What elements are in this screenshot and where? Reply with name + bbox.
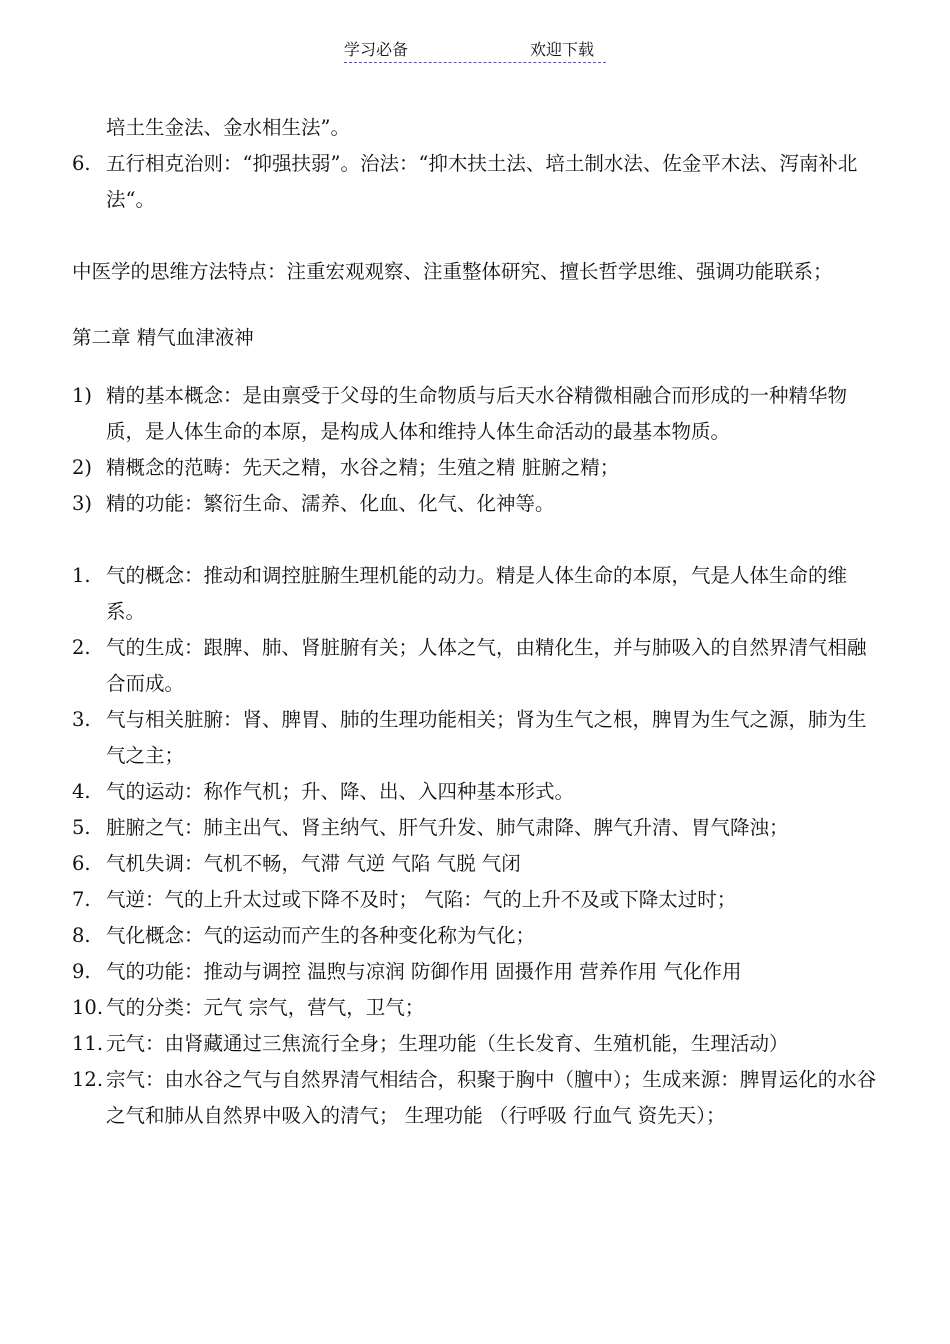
list-item-text: 气与相关脏腑：肾、脾胃、肺的生理功能相关；肾为生气之根，脾胃为生气之源，肺为生气之主； bbox=[106, 708, 867, 767]
list-item-number: 2. bbox=[72, 636, 91, 659]
list-item bbox=[72, 918, 882, 954]
list-item-number: 12. bbox=[72, 1068, 104, 1091]
jing-list bbox=[72, 378, 882, 522]
list-item bbox=[72, 810, 882, 846]
list-item-text: 精的基本概念：是由禀受于父母的生命物质与后天水谷精微相融合而形成的一种精华物质，是人体生命的本原，是构成人体和维持人体生命活动的最基本物质。 bbox=[106, 384, 848, 443]
list-item-number: 11. bbox=[72, 1032, 104, 1055]
list-item-text: 精概念的范畴：先天之精，水谷之精；生殖之精 脏腑之精； bbox=[106, 456, 620, 479]
list-item-number: 10. bbox=[72, 996, 104, 1019]
page-header bbox=[344, 38, 606, 63]
list-item bbox=[72, 146, 882, 218]
list-item-text: 气的运动：称作气机；升、降、出、入四种基本形式。 bbox=[106, 780, 575, 803]
list-item-text: 气的概念：推动和调控脏腑生理机能的动力。精是人体生命的本原，气是人体生命的维系。 bbox=[106, 564, 848, 623]
list-item bbox=[72, 486, 882, 522]
qi-list bbox=[72, 558, 882, 1134]
list-item-text: 气化概念：气的运动而产生的各种变化称为气化； bbox=[106, 924, 536, 947]
list-item-text: 精的功能：繁衍生命、濡养、化血、化气、化神等。 bbox=[106, 492, 555, 515]
list-item bbox=[72, 450, 882, 486]
list-item-number: 4. bbox=[72, 780, 91, 803]
list-item-number: 5. bbox=[72, 816, 91, 839]
list-item-text: 五行相克治则：“抑强扶弱”。治法：“抑木扶土法、培土制水法、佐金平木法、泻南补北法“。 bbox=[106, 152, 858, 211]
thinking-paragraph: 中医学的思维方法特点：注重宏观观察、注重整体研究、擅长哲学思维、强调功能联系； bbox=[72, 260, 833, 283]
list-item-number: 1. bbox=[72, 564, 91, 587]
list-item-text: 气的生成：跟脾、肺、肾脏腑有关；人体之气，由精化生，并与肺吸入的自然界清气相融合而成。 bbox=[106, 636, 867, 695]
list-item bbox=[72, 774, 882, 810]
list-item-number: 8. bbox=[72, 924, 91, 947]
list-item bbox=[72, 558, 882, 630]
list-item bbox=[72, 954, 882, 990]
list-item-number: 9. bbox=[72, 960, 91, 983]
list-item-number: 3) bbox=[72, 492, 93, 515]
list-item-text: 宗气：由水谷之气与自然界清气相结合，积聚于胸中（膻中）；生成来源：脾胃运化的水谷之气和肺从自然界中吸入的清气； 生理功能 （行呼吸 行血气 资先天）； bbox=[106, 1068, 877, 1127]
list-item bbox=[72, 702, 882, 774]
list-item bbox=[72, 1026, 882, 1062]
list-item-text: 脏腑之气：肺主出气、肾主纳气、肝气升发、肺气肃降、脾气升清、胃气降浊； bbox=[106, 816, 789, 839]
list-item-text: 气机失调：气机不畅，气滞 气逆 气陷 气脱 气闭 bbox=[106, 852, 521, 875]
list-item bbox=[72, 378, 882, 450]
header-left-text: 学习必备 bbox=[344, 40, 409, 59]
list-item-number: 7. bbox=[72, 888, 91, 911]
list-item-number: 6. bbox=[72, 852, 91, 875]
list-item-number: 3. bbox=[72, 708, 91, 731]
list-item-number: 6. bbox=[72, 152, 91, 175]
list-item-number: 1) bbox=[72, 384, 93, 407]
chapter-title: 第二章 精气血津液神 bbox=[72, 326, 254, 349]
list-item-text: 元气：由肾藏通过三焦流行全身；生理功能（生长发育、生殖机能，生理活动） bbox=[106, 1032, 789, 1055]
list-item-text: 气的分类：元气 宗气，营气，卫气； bbox=[106, 996, 425, 1019]
list-item bbox=[72, 882, 882, 918]
list-item bbox=[72, 846, 882, 882]
list-item bbox=[72, 990, 882, 1026]
list-item-number: 2) bbox=[72, 456, 93, 479]
header-right-text: 欢迎下载 bbox=[530, 40, 595, 59]
list-item bbox=[72, 1062, 882, 1134]
list-item-text: 气逆：气的上升太过或下降不及时； 气陷：气的上升不及或下降太过时； bbox=[106, 888, 737, 911]
document-body bbox=[72, 110, 882, 1134]
wuxing-continuation: 培土生金法、金水相生法”。 bbox=[106, 116, 350, 139]
list-item-text: 气的功能：推动与调控 温煦与凉润 防御作用 固摄作用 营养作用 气化作用 bbox=[106, 960, 742, 983]
list-item bbox=[72, 630, 882, 702]
